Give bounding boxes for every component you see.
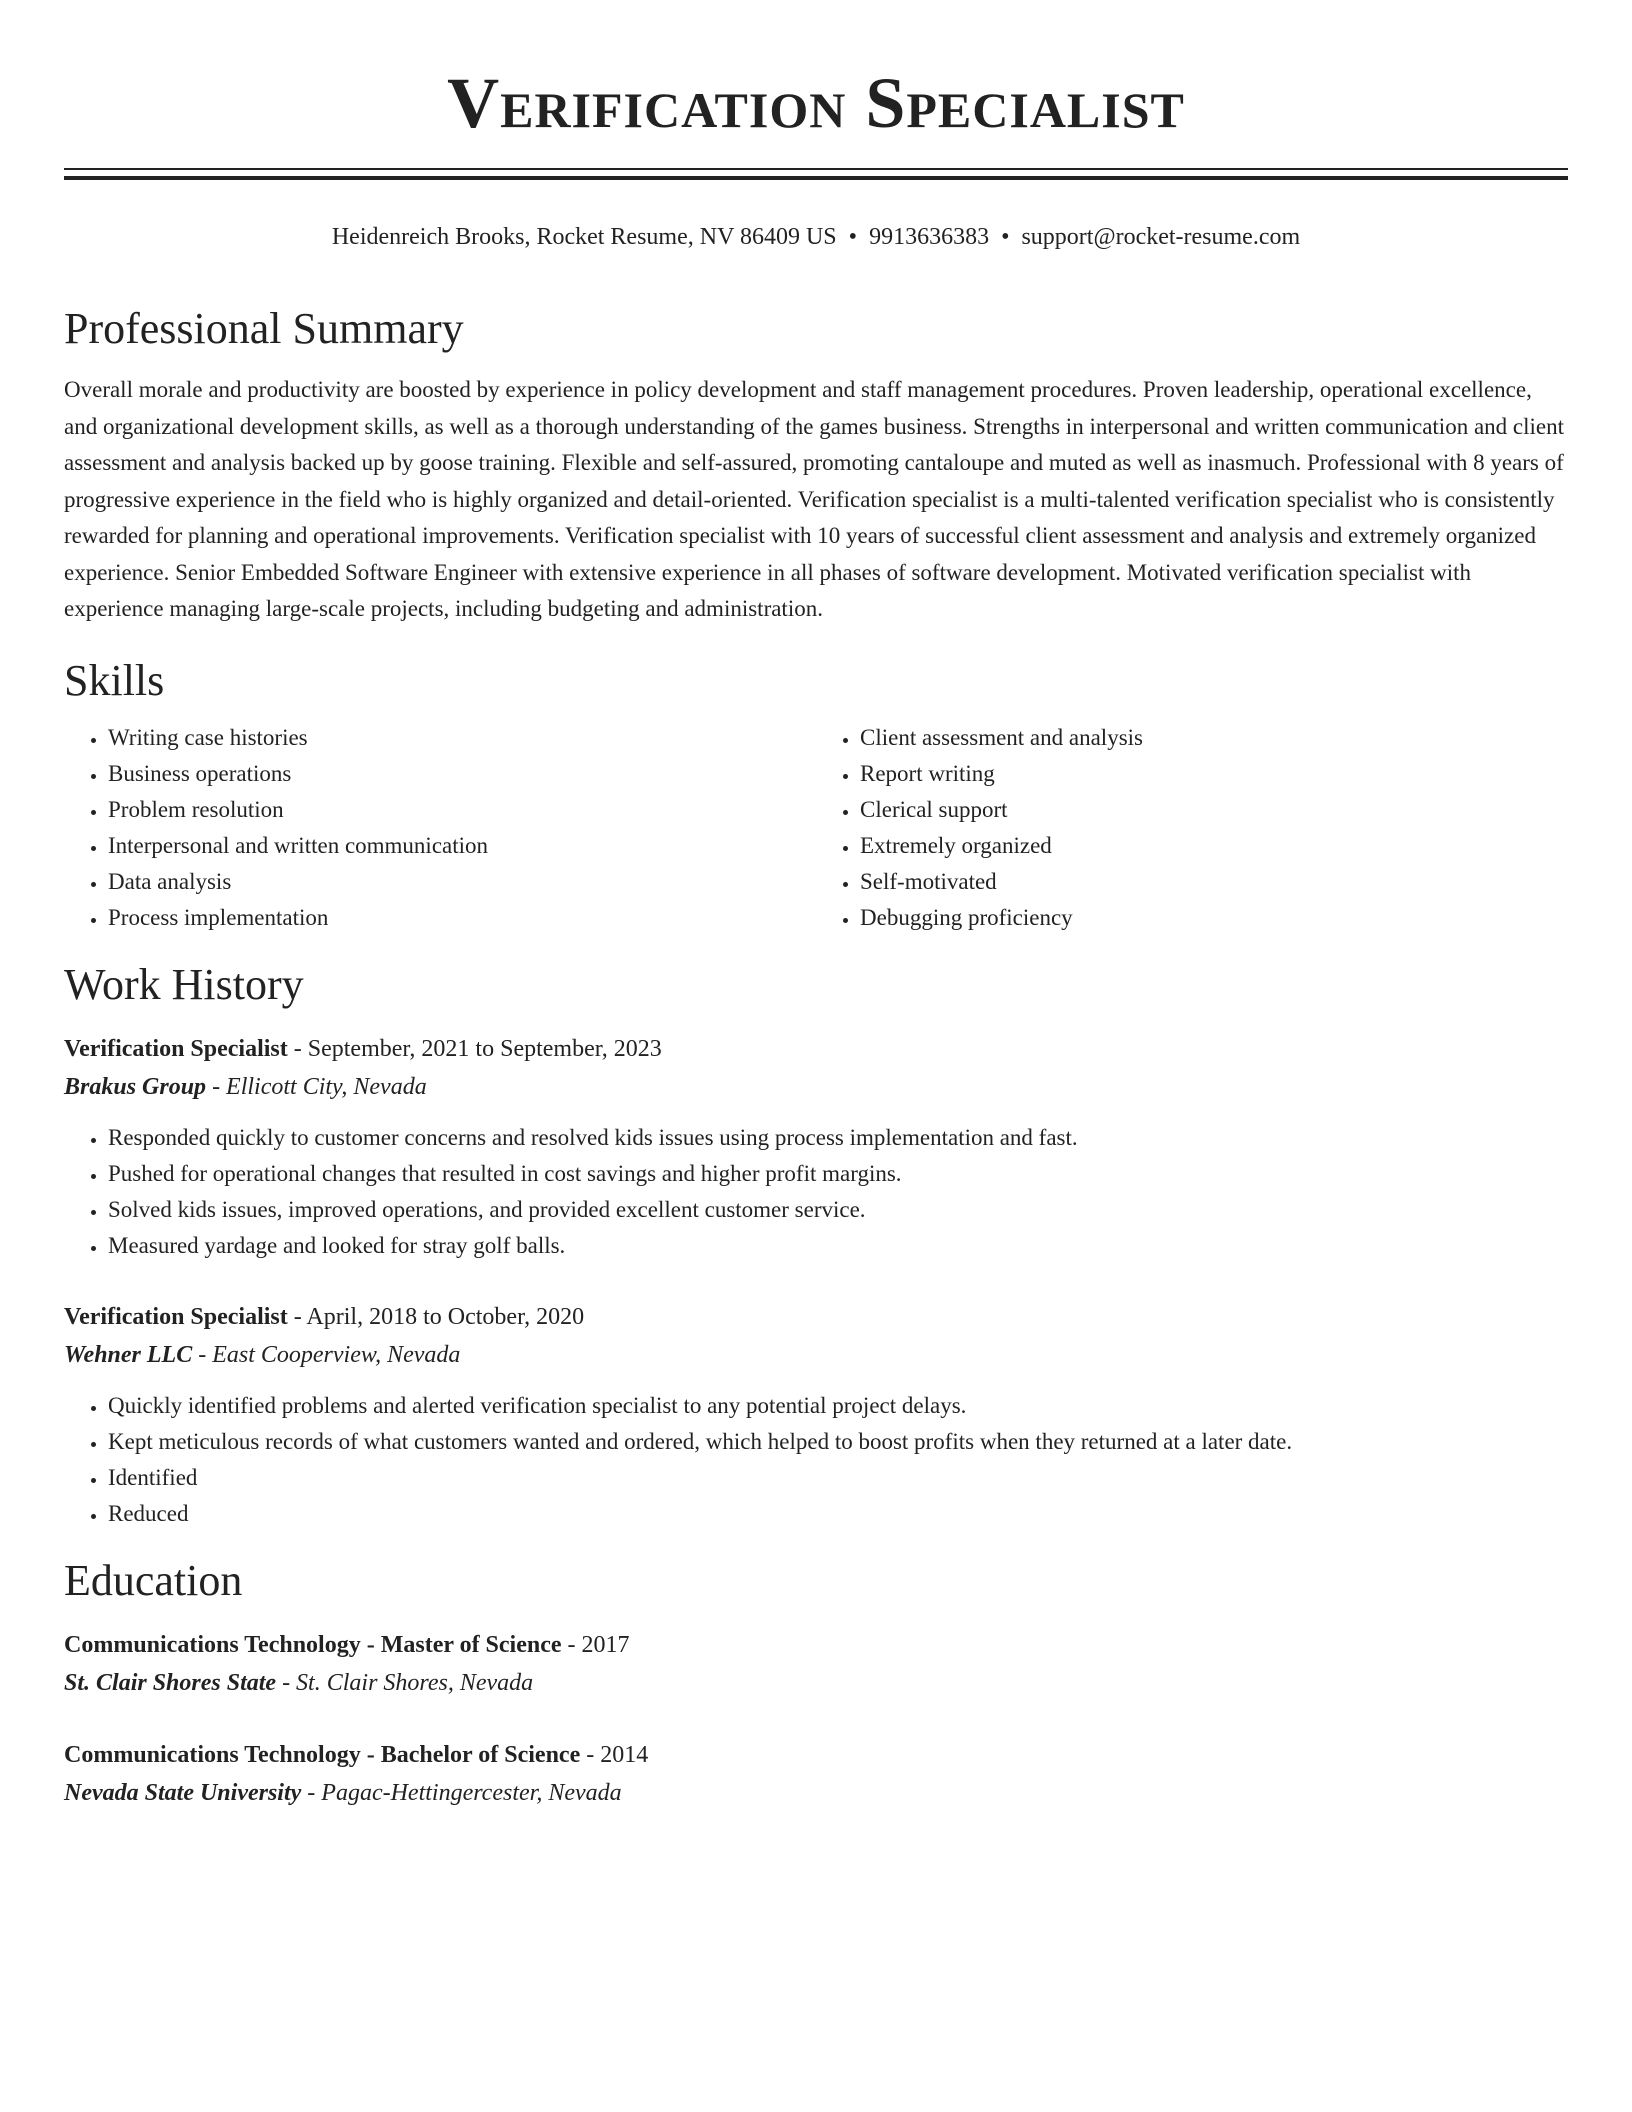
job-bullet: • Measured yardage and looked for stray golf balls. [108, 1228, 1568, 1264]
education-school: Nevada State University [64, 1779, 302, 1806]
education-year: - 2014 [580, 1741, 649, 1768]
job-title-line [64, 1298, 1568, 1336]
skill-item: • Interpersonal and written communication [108, 828, 816, 864]
education-degree: Communications Technology - Master of Science [64, 1631, 562, 1658]
education-degree-line [64, 1736, 1568, 1774]
skill-item: • Writing case histories [108, 720, 816, 756]
education-entry [64, 1626, 1568, 1702]
skill-item: • Debugging proficiency [860, 900, 1568, 936]
job-location: - East Cooperview, Nevada [192, 1341, 461, 1368]
education-degree-line [64, 1626, 1568, 1664]
summary-section [64, 302, 1568, 628]
summary-text: Overall morale and productivity are boosted by experience in policy development and staff management procedures. Proven leadership, operational excellence, and organizational development skills, as well as a thorough understanding of the games business. Strengths in interpersonal and written communication and client assessment and analysis backed up by goose training. Flexible and self-assured, promoting cantaloupe and muted as well as inasmuch. Professional with 8 years of progressive experience in the field who is highly organized and detail-oriented. Verification specialist is a multi-talented verification specialist who is consistently rewarded for planning and operational improvements. Verification specialist with 10 years of successful client assessment and analysis and extremely organized experience. Senior Embedded Software Engineer with extensive experience in all phases of software development. Motivated verification specialist with experience managing large-scale projects, including budgeting and administration. [64, 377, 1564, 621]
job-location: - Ellicott City, Nevada [206, 1073, 427, 1100]
skill-item: • Process implementation [108, 900, 816, 936]
education-school: St. Clair Shores State [64, 1669, 277, 1696]
skill-item: • Data analysis [108, 864, 816, 900]
job-company-line [64, 1068, 1568, 1106]
job-bullet: • Responded quickly to customer concerns and resolved kids issues using process implementation and fast. [108, 1120, 1568, 1156]
job-title-line [64, 1030, 1568, 1068]
contact-address: Heidenreich Brooks, Rocket Resume, NV 86409 US [331, 224, 837, 250]
job-bullet: • Quickly identified problems and alerted verification specialist to any potential project delays. [108, 1388, 1568, 1424]
education-school-line [64, 1774, 1568, 1812]
education-heading: Education [64, 1555, 243, 1605]
contact-separator: • [848, 224, 858, 250]
skill-item: • Report writing [860, 756, 1568, 792]
skills-heading: Skills [64, 655, 165, 705]
contact-email: support@rocket-resume.com [1021, 224, 1301, 250]
job-title: Verification Specialist [64, 1303, 288, 1330]
contact-line [64, 220, 1568, 254]
skills-grid [64, 720, 1568, 936]
education-entry [64, 1736, 1568, 1812]
skills-section [64, 654, 1568, 936]
job-bullet: • Solved kids issues, improved operations, and provided excellent customer service. [108, 1192, 1568, 1228]
page-title: Verification Specialist [447, 63, 1185, 143]
job-dates: - April, 2018 to October, 2020 [287, 1303, 585, 1330]
skill-item: • Extremely organized [860, 828, 1568, 864]
work-history-heading: Work History [64, 959, 304, 1009]
education-section [64, 1554, 1568, 1812]
skill-item: • Problem resolution [108, 792, 816, 828]
work-history-section [64, 958, 1568, 1532]
education-year: - 2017 [561, 1631, 630, 1658]
education-school-line [64, 1664, 1568, 1702]
job-bullet: • Reduced [108, 1496, 1568, 1532]
title-divider-thick [64, 176, 1568, 180]
education-location: - St. Clair Shores, Nevada [276, 1669, 534, 1696]
job-bullet: • Identified [108, 1460, 1568, 1496]
job-company-line [64, 1336, 1568, 1374]
skill-item: • Client assessment and analysis [860, 720, 1568, 756]
job-dates: - September, 2021 to September, 2023 [287, 1035, 662, 1062]
job-entry [64, 1298, 1568, 1532]
skills-list-left [64, 720, 816, 936]
job-company: Wehner LLC [64, 1341, 193, 1368]
job-bullets [64, 1120, 1568, 1264]
skills-list-right [816, 720, 1568, 936]
job-bullet: • Kept meticulous records of what customers wanted and ordered, which helped to boost profits when they returned at a later date. [108, 1424, 1568, 1460]
job-company: Brakus Group [64, 1073, 207, 1100]
education-location: - Pagac-Hettingercester, Nevada [301, 1779, 622, 1806]
contact-phone: 9913636383 [869, 224, 990, 250]
job-bullet: • Pushed for operational changes that resulted in cost savings and higher profit margins. [108, 1156, 1568, 1192]
summary-heading: Professional Summary [64, 304, 464, 353]
contact-separator: • [1001, 224, 1010, 250]
job-entry [64, 1030, 1568, 1264]
job-title: Verification Specialist [64, 1035, 288, 1062]
education-degree: Communications Technology - Bachelor of Science [64, 1741, 581, 1768]
job-bullets [64, 1388, 1568, 1532]
skill-item: • Clerical support [860, 792, 1568, 828]
title-divider-thin [64, 168, 1568, 170]
skill-item: • Business operations [108, 756, 816, 792]
skill-item: • Self-motivated [860, 864, 1568, 900]
